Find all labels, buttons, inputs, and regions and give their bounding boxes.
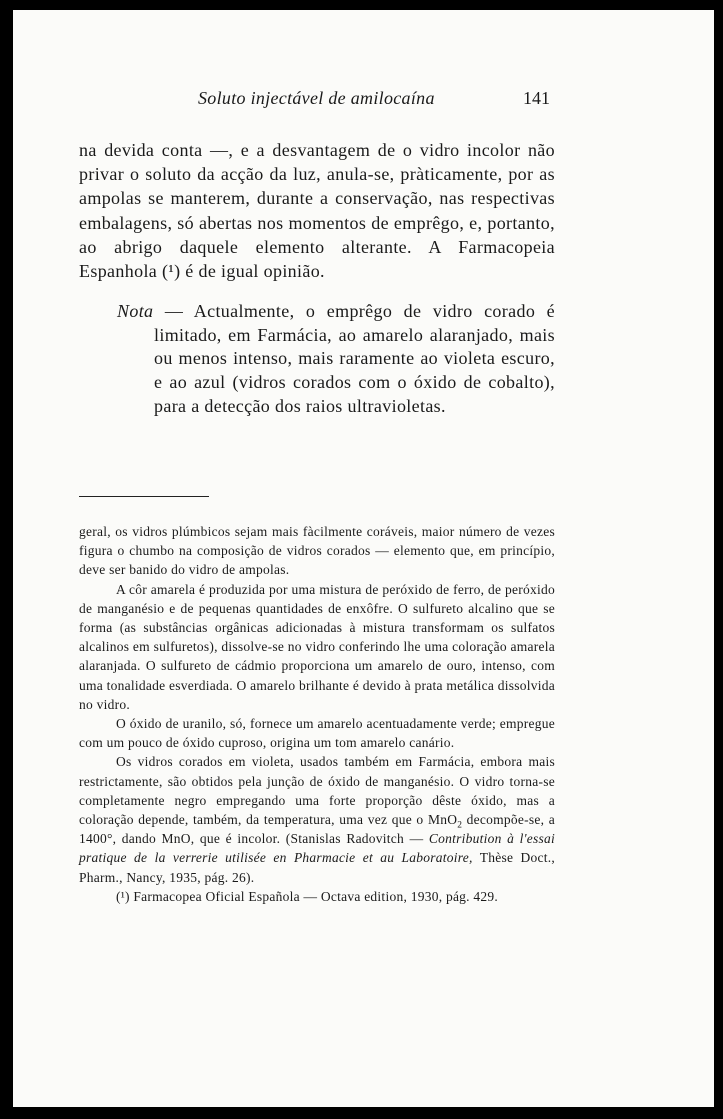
paragraph (79, 138, 555, 283)
note-text: — Actualmente, o emprêgo de vidro corado é limitado, em Farmácia, ao amarelo alaranjado, mais ou menos intenso, mais raramente ao violeta escuro, e ao azul (vidros corados com o óxido de cobalto), para a detecção dos raios ultravioletas. (154, 301, 555, 416)
footnote-paragraph: A côr amarela é produzida por uma mistura de peróxido de ferro, de peróxido de manganésio e de pequenas quantidades de enxôfre. O sulfureto alcalino que se forma (as substâncias orgânicas adicionadas à mistura transformam os sulfatos alcalinos em sulfuretos), dissolve-se no vidro conferindo lhe uma coloração amarela alaranjada. O sulfureto de cádmio proporciona um amarelo de ouro, intenso, com uma tonalidade esverdiada. O amarelo brilhante é devido à prata metálica dissolvida no vidro. (79, 581, 555, 712)
footnote-text: Os vidros corados em violeta, usados também em Farmácia, embora mais restrictamente, são obtidos pela junção de óxido de manganésio. O vidro torna-se completamente negro empregando uma forte proporção dêste óxido, mas a coloração depende, também, da temperatura, uma vez que o (79, 754, 555, 828)
paragraph-text: na devida conta —, e a desvantagem de o vidro incolor não privar o soluto da acção da luz, anula-se, pràticamente, por as ampolas se manterem, durante a conservação, nas respectivas embalagens, só abertas nos momentos de emprêgo, e, portanto, ao abrigo daquele elemento alterante. A Farmacopeia Espanhola (79, 140, 555, 282)
chemical-formula: MnO (427, 812, 458, 828)
footnotes (79, 522, 555, 906)
formula-subscript: 2 (457, 820, 463, 831)
page-header (13, 88, 714, 116)
footnote-reference: (¹) (162, 261, 181, 282)
footnote-entry: (¹) Farmacopea Oficial Española — Octava edition, 1930, pág. 429. (116, 888, 499, 904)
footnote-divider (79, 496, 209, 497)
running-title: Soluto injectável de amilocaína (198, 88, 435, 108)
page-number: 141 (523, 88, 550, 108)
footnote-paragraph: geral, os vidros plúmbicos sejam mais fàcilmente coráveis, maior número de vezes figura o chumbo na composição de vidros corados — elemento que, em princípio, deve ser banido do vidro de ampolas. (79, 524, 555, 578)
book-page (13, 10, 714, 1107)
footnote-paragraph: O óxido de uranilo, só, fornece um amarelo acentuadamente verde; empregue com um pouco de óxido cuproso, origina um tom amarelo canário. (79, 716, 555, 751)
note-paragraph (117, 300, 555, 419)
paragraph-text-end: é de igual opinião. (185, 261, 325, 282)
footnote-text: Thèse Doct., Pharm., Nancy, 1935, pág. 26). (79, 850, 555, 885)
note-label: Nota (117, 301, 154, 321)
main-text (79, 138, 555, 283)
footnote-text: decompõe-se, a 1400°, dando MnO, que é incolor. (Stanislas Radovitch — (79, 812, 556, 847)
cited-title: Contribution à l'essai pratique de la verrerie utilisée en Pharmacie et au Laboratoire, (79, 831, 556, 866)
footnote-paragraph (79, 752, 555, 886)
